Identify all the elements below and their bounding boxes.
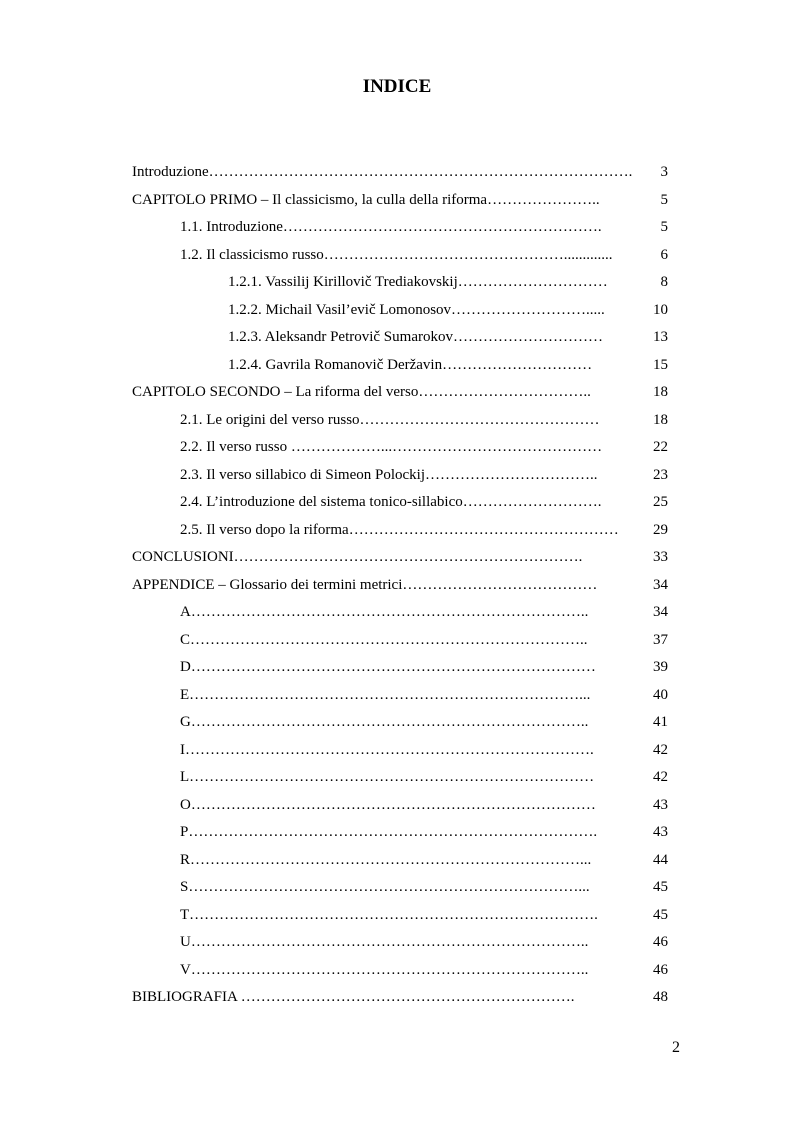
toc-entry [132,187,668,215]
toc-entry-page: 45 [653,906,668,923]
toc-entry-page: 41 [653,714,668,730]
toc-entry-label: 1.2.3. Aleksandr Petrovič Sumarokov………………………… [228,329,603,345]
toc-entry [132,544,668,572]
toc-entry-page: 5 [660,219,668,235]
toc-entry-label: 2.4. L’introduzione del sistema tonico-sillabico………………………. [180,494,602,510]
toc-entry-label: 2.5. Il verso dopo la riforma……………………………………………… [180,521,619,538]
toc-entry-label: 1.2.4. Gavrila Romanovič Deržavin………………………… [228,356,593,373]
toc-entry-page: 48 [653,989,668,1005]
toc-entry [132,159,668,187]
toc-entry-page: 42 [653,741,668,758]
toc-entry-label: 1.2. Il classicismo russo…………………………………………............. [180,246,613,263]
toc-entry-page: 25 [653,494,668,510]
toc-entry-label: A…………………………………………………………………….. [180,604,589,620]
toc-entry-label: V…………………………………………………………………….. [180,961,589,978]
toc-entry [132,929,668,957]
toc-entry-label: APPENDICE – Glossario dei termini metrici………………………………… [132,576,598,593]
toc-entry-label: 1.1. Introduzione………………………………………………………. [180,219,602,235]
toc-entry-page: 45 [653,879,668,895]
toc-entry [132,434,668,462]
toc-entry-page: 44 [653,851,668,868]
toc-entry [132,407,668,435]
toc-entry-page: 34 [653,576,668,593]
toc-entry [132,462,668,490]
toc-entry [132,352,668,380]
toc-entry [132,627,668,655]
toc-entry-label: I………………………………………………………………………. [180,741,594,758]
toc-entry-page: 3 [660,164,668,180]
toc-entry [132,709,668,737]
table-of-contents [132,159,668,1012]
toc-entry [132,984,668,1012]
toc-entry [132,847,668,875]
toc-entry-label: G…………………………………………………………………….. [180,714,589,730]
toc-entry [132,874,668,902]
toc-entry-page: 5 [660,191,668,208]
toc-entry-label: L……………………………………………………………………… [180,769,595,785]
toc-entry-label: U…………………………………………………………………….. [180,934,589,950]
toc-entry-label: D……………………………………………………………………… [180,659,596,675]
page-number: 2 [672,1039,680,1056]
toc-entry-label: CONCLUSIONI……………………………………………………………. [132,549,583,565]
toc-entry-page: 40 [653,686,668,703]
toc-entry-page: 42 [653,769,668,785]
toc-entry-page: 8 [660,274,668,290]
toc-entry-page: 13 [653,329,668,345]
toc-entry [132,819,668,847]
toc-entry-label: Introduzione…………………………………………………………………………. [132,164,633,180]
toc-entry-label: CAPITOLO SECONDO – La riforma del verso…………………………….. [132,384,591,400]
toc-entry-page: 23 [653,466,668,483]
toc-entry-page: 15 [653,356,668,373]
toc-entry-page: 22 [653,439,668,455]
toc-entry-page: 34 [653,604,668,620]
toc-entry [132,792,668,820]
toc-entry-label: T………………………………………………………………………. [180,906,598,923]
toc-entry [132,957,668,985]
toc-entry [132,269,668,297]
toc-entry [132,764,668,792]
toc-entry [132,214,668,242]
toc-entry [132,599,668,627]
toc-entry-label: 2.2. Il verso russo ………………...…………………………………… [180,439,603,455]
toc-entry [132,682,668,710]
toc-entry-page: 43 [653,824,668,840]
toc-entry [132,379,668,407]
toc-entry-page: 43 [653,796,668,813]
toc-entry-page: 18 [653,384,668,400]
toc-entry-page: 33 [653,549,668,565]
toc-entry [132,654,668,682]
toc-entry-page: 37 [653,631,668,648]
toc-entry-label: 2.3. Il verso sillabico di Simeon Polockij…………………………….. [180,466,598,483]
toc-entry-label: E……………………………………………………………………... [180,686,591,703]
toc-entry [132,902,668,930]
toc-entry [132,242,668,270]
toc-entry-page: 46 [653,961,668,978]
toc-entry-label: P………………………………………………………………………. [180,824,598,840]
toc-entry [132,297,668,325]
toc-entry [132,517,668,545]
toc-entry-label: O……………………………………………………………………… [180,796,596,813]
toc-entry-label: 1.2.2. Michail Vasil’evič Lomonosov………………………..... [228,301,605,318]
toc-entry-page: 39 [653,659,668,675]
toc-entry-page: 6 [660,246,668,263]
toc-entry [132,489,668,517]
toc-entry-label: 1.2.1. Vassilij Kirillovič Trediakovskij………………………… [228,274,608,290]
toc-entry [132,572,668,600]
toc-entry [132,324,668,352]
toc-entry-page: 29 [653,521,668,538]
toc-entry-label: R……………………………………………………………………... [180,851,592,868]
toc-entry-label: S……………………………………………………………………... [180,879,590,895]
toc-entry [132,737,668,765]
toc-entry-page: 10 [653,301,668,318]
page-title: INDICE [362,76,432,97]
toc-entry-label: 2.1. Le origini del verso russo………………………………………… [180,411,600,428]
toc-entry-page: 18 [653,411,668,428]
toc-entry-label: BIBLIOGRAFIA …………………………………………………………. [132,989,575,1005]
toc-entry-label: C…………………………………………………………………….. [180,631,588,648]
toc-entry-label: CAPITOLO PRIMO – Il classicismo, la culla della riforma………………….. [132,191,600,208]
toc-entry-page: 46 [653,934,668,950]
